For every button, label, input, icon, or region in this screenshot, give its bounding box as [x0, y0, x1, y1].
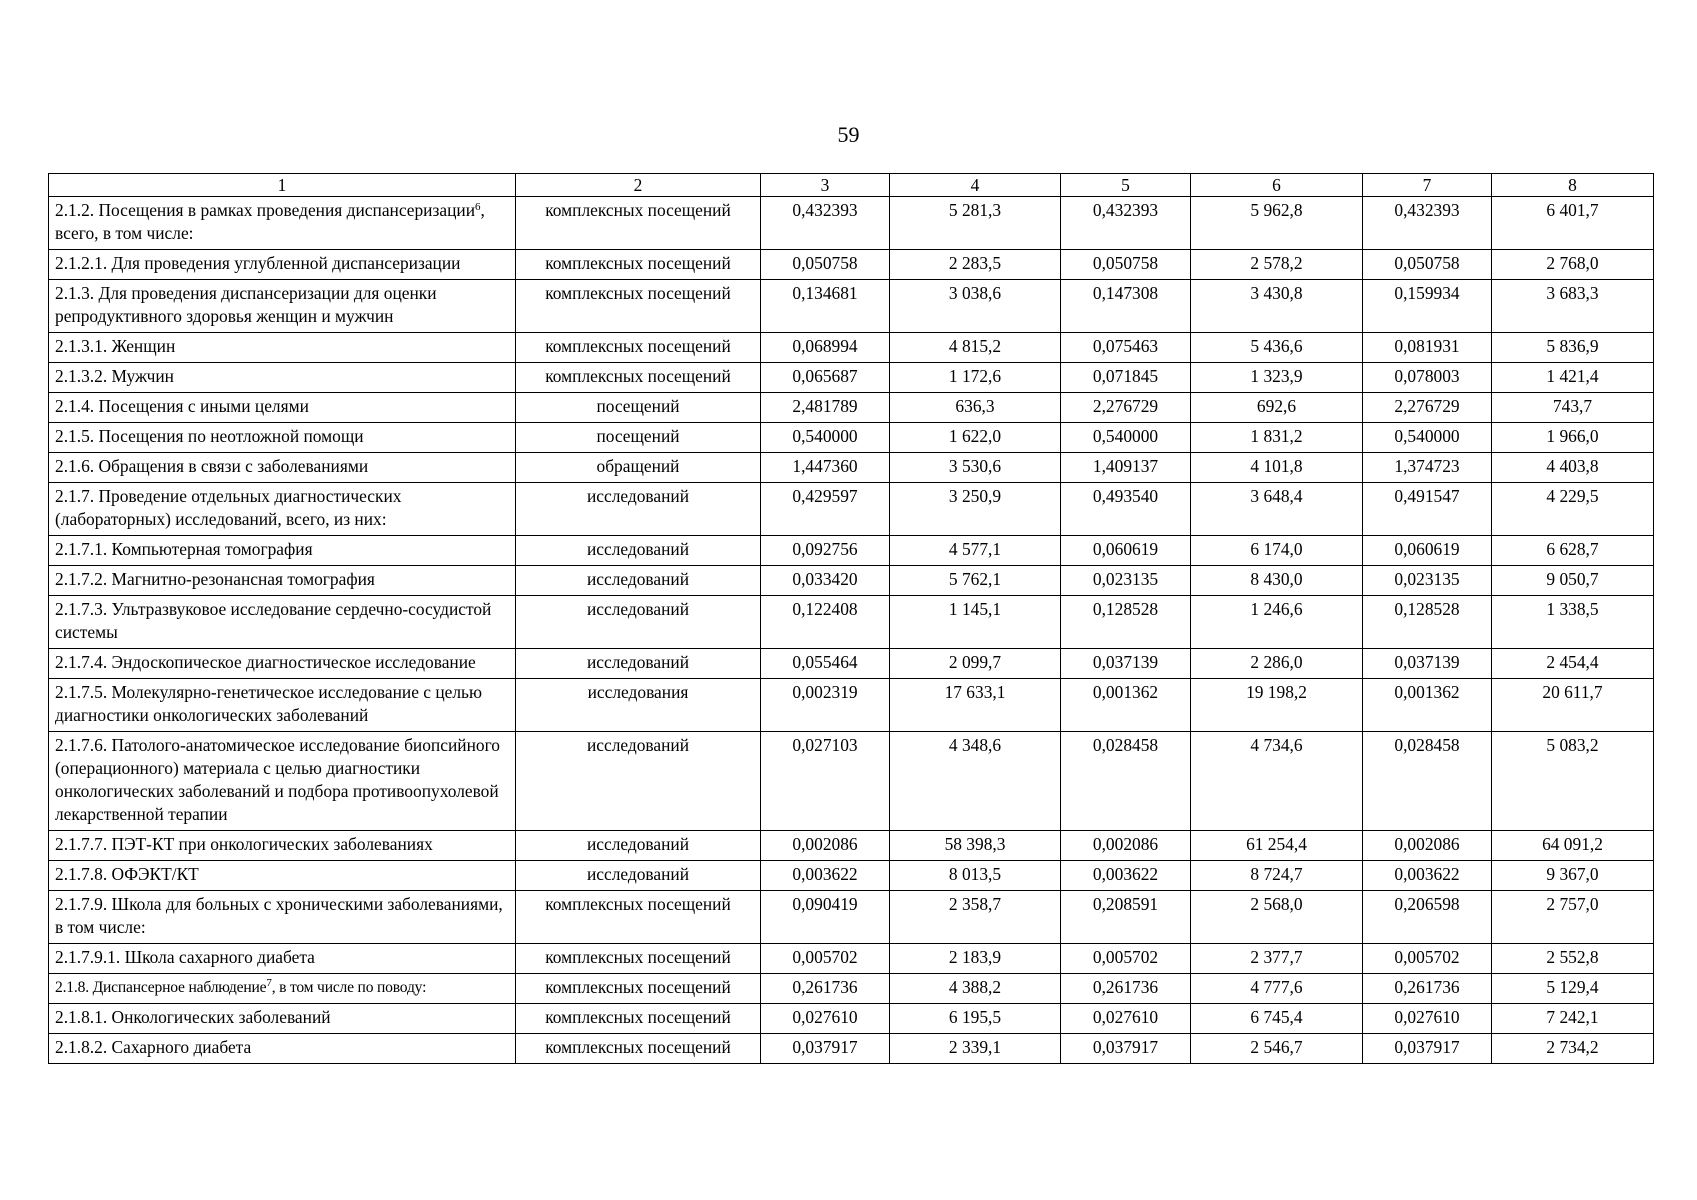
value-cell-v5: 2,276729	[1061, 393, 1191, 423]
value-cell-v7: 2,276729	[1363, 393, 1492, 423]
value-cell-v3: 0,429597	[761, 483, 890, 536]
row-name: 2.1.6. Обращения в связи с заболеваниями	[55, 456, 369, 476]
value-cell-v3: 0,090419	[761, 891, 890, 944]
value-cell-v4: 1 172,6	[890, 363, 1061, 393]
unit-cell: посещений	[516, 393, 761, 423]
table-row	[49, 197, 1654, 250]
unit-cell: комплексных посещений	[516, 944, 761, 974]
row-name: 2.1.7.8. ОФЭКТ/КТ	[55, 864, 199, 884]
value-cell-v4: 58 398,3	[890, 831, 1061, 861]
value-cell-v3: 0,037917	[761, 1034, 890, 1064]
unit-cell: посещений	[516, 423, 761, 453]
value-cell-v4: 8 013,5	[890, 861, 1061, 891]
value-cell-v5: 0,037917	[1061, 1034, 1191, 1064]
value-cell-v5: 0,003622	[1061, 861, 1191, 891]
value-cell-v7: 0,206598	[1363, 891, 1492, 944]
row-name-cell	[49, 250, 516, 280]
value-cell-v6: 2 286,0	[1191, 649, 1363, 679]
value-cell-v5: 0,027610	[1061, 1004, 1191, 1034]
value-cell-v7: 0,028458	[1363, 732, 1492, 831]
row-name-cell	[49, 280, 516, 333]
value-cell-v6: 6 174,0	[1191, 536, 1363, 566]
value-cell-v7: 0,023135	[1363, 566, 1492, 596]
value-cell-v3: 0,002086	[761, 831, 890, 861]
value-cell-v3: 0,027103	[761, 732, 890, 831]
value-cell-v5: 0,060619	[1061, 536, 1191, 566]
row-name: 2.1.8.2. Сахарного диабета	[55, 1037, 252, 1057]
value-cell-v3: 0,050758	[761, 250, 890, 280]
value-cell-v6: 2 578,2	[1191, 250, 1363, 280]
value-cell-v8: 6 628,7	[1492, 536, 1654, 566]
value-cell-v8: 64 091,2	[1492, 831, 1654, 861]
header-row	[49, 174, 1654, 197]
value-cell-v8: 9 050,7	[1492, 566, 1654, 596]
value-cell-v8: 20 611,7	[1492, 679, 1654, 732]
value-cell-v7: 0,002086	[1363, 831, 1492, 861]
row-name-cell	[49, 197, 516, 250]
value-cell-v4: 4 815,2	[890, 333, 1061, 363]
row-name: 2.1.7.9. Школа для больных с хроническими заболеваниями, в том числе:	[55, 894, 503, 937]
column-header: 4	[890, 174, 1061, 197]
table-row	[49, 280, 1654, 333]
value-cell-v8: 9 367,0	[1492, 861, 1654, 891]
unit-cell: исследований	[516, 536, 761, 566]
unit-cell: комплексных посещений	[516, 1034, 761, 1064]
table-row	[49, 453, 1654, 483]
value-cell-v6: 6 745,4	[1191, 1004, 1363, 1034]
value-cell-v5: 0,001362	[1061, 679, 1191, 732]
value-cell-v5: 0,147308	[1061, 280, 1191, 333]
value-cell-v4: 17 633,1	[890, 679, 1061, 732]
table-row	[49, 566, 1654, 596]
row-name: 2.1.2.1. Для проведения углубленной диспансеризации	[55, 253, 461, 273]
row-name: 2.1.7.2. Магнитно-резонансная томография	[55, 569, 375, 589]
table-row	[49, 1034, 1654, 1064]
value-cell-v7: 0,037917	[1363, 1034, 1492, 1064]
footnote-mark: 7	[266, 977, 272, 989]
value-cell-v6: 8 724,7	[1191, 861, 1363, 891]
unit-cell: исследования	[516, 679, 761, 732]
value-cell-v8: 5 129,4	[1492, 974, 1654, 1004]
table-row	[49, 831, 1654, 861]
column-header: 3	[761, 174, 890, 197]
value-cell-v3: 0,068994	[761, 333, 890, 363]
unit-cell: исследований	[516, 732, 761, 831]
value-cell-v5: 0,075463	[1061, 333, 1191, 363]
unit-cell: комплексных посещений	[516, 250, 761, 280]
value-cell-v7: 0,081931	[1363, 333, 1492, 363]
value-cell-v6: 5 436,6	[1191, 333, 1363, 363]
value-cell-v7: 0,078003	[1363, 363, 1492, 393]
row-name-cell	[49, 1034, 516, 1064]
value-cell-v8: 2 768,0	[1492, 250, 1654, 280]
value-cell-v7: 0,159934	[1363, 280, 1492, 333]
unit-cell: исследований	[516, 861, 761, 891]
row-name: 2.1.5. Посещения по неотложной помощи	[55, 426, 364, 446]
value-cell-v5: 1,409137	[1061, 453, 1191, 483]
table-row	[49, 393, 1654, 423]
row-name-cell	[49, 423, 516, 453]
value-cell-v3: 1,447360	[761, 453, 890, 483]
row-name: 2.1.7.6. Патолого-анатомическое исследование биопсийного (операционного) материала с целью диагностики онкологических заболеваний и подбора противоопухолевой лекарственной терапии	[55, 735, 500, 824]
value-cell-v6: 2 377,7	[1191, 944, 1363, 974]
value-cell-v3: 0,065687	[761, 363, 890, 393]
value-cell-v7: 1,374723	[1363, 453, 1492, 483]
value-cell-v3: 0,122408	[761, 596, 890, 649]
table-row	[49, 363, 1654, 393]
row-name-cell	[49, 333, 516, 363]
value-cell-v7: 0,261736	[1363, 974, 1492, 1004]
value-cell-v5: 0,002086	[1061, 831, 1191, 861]
row-name-cell	[49, 974, 516, 1004]
value-cell-v3: 0,055464	[761, 649, 890, 679]
value-cell-v6: 3 430,8	[1191, 280, 1363, 333]
row-name-cell	[49, 831, 516, 861]
value-cell-v5: 0,050758	[1061, 250, 1191, 280]
value-cell-v6: 4 101,8	[1191, 453, 1363, 483]
table-row	[49, 974, 1654, 1004]
unit-cell: комплексных посещений	[516, 280, 761, 333]
value-cell-v4: 2 358,7	[890, 891, 1061, 944]
row-name-cell	[49, 536, 516, 566]
unit-cell: исследований	[516, 831, 761, 861]
value-cell-v4: 4 388,2	[890, 974, 1061, 1004]
page-number: 59	[837, 122, 860, 147]
unit-cell: комплексных посещений	[516, 974, 761, 1004]
value-cell-v8: 2 454,4	[1492, 649, 1654, 679]
value-cell-v6: 19 198,2	[1191, 679, 1363, 732]
value-cell-v8: 4 403,8	[1492, 453, 1654, 483]
value-cell-v7: 0,060619	[1363, 536, 1492, 566]
value-cell-v6: 5 962,8	[1191, 197, 1363, 250]
value-cell-v5: 0,208591	[1061, 891, 1191, 944]
row-name: 2.1.7.1. Компьютерная томография	[55, 539, 313, 559]
table-row	[49, 423, 1654, 453]
value-cell-v4: 3 038,6	[890, 280, 1061, 333]
value-cell-v5: 0,261736	[1061, 974, 1191, 1004]
value-cell-v5: 0,005702	[1061, 944, 1191, 974]
column-header: 8	[1492, 174, 1654, 197]
value-cell-v4: 3 250,9	[890, 483, 1061, 536]
value-cell-v4: 1 145,1	[890, 596, 1061, 649]
value-cell-v3: 0,002319	[761, 679, 890, 732]
row-name-cell	[49, 649, 516, 679]
row-name: 2.1.3.1. Женщин	[55, 336, 176, 356]
table-row	[49, 891, 1654, 944]
value-cell-v3: 0,033420	[761, 566, 890, 596]
unit-cell: комплексных посещений	[516, 333, 761, 363]
table-row	[49, 333, 1654, 363]
row-name-cell	[49, 566, 516, 596]
value-cell-v6: 3 648,4	[1191, 483, 1363, 536]
value-cell-v3: 2,481789	[761, 393, 890, 423]
row-name-cell	[49, 393, 516, 423]
value-cell-v4: 2 183,9	[890, 944, 1061, 974]
value-cell-v5: 0,037139	[1061, 649, 1191, 679]
value-cell-v6: 4 777,6	[1191, 974, 1363, 1004]
table-row	[49, 649, 1654, 679]
value-cell-v8: 2 757,0	[1492, 891, 1654, 944]
row-name-cell	[49, 679, 516, 732]
value-cell-v7: 0,027610	[1363, 1004, 1492, 1034]
row-name-cell	[49, 891, 516, 944]
row-name: 2.1.8.1. Онкологических заболеваний	[55, 1007, 331, 1027]
row-name-cell	[49, 453, 516, 483]
row-name-cell	[49, 944, 516, 974]
value-cell-v5: 0,071845	[1061, 363, 1191, 393]
unit-cell: комплексных посещений	[516, 197, 761, 250]
value-cell-v6: 692,6	[1191, 393, 1363, 423]
tariff-table	[48, 173, 1654, 1064]
value-cell-v5: 0,432393	[1061, 197, 1191, 250]
column-header: 6	[1191, 174, 1363, 197]
value-cell-v4: 3 530,6	[890, 453, 1061, 483]
row-name: 2.1.2. Посещения в рамках проведения диспансеризации	[55, 200, 475, 220]
value-cell-v3: 0,003622	[761, 861, 890, 891]
value-cell-v7: 0,540000	[1363, 423, 1492, 453]
value-cell-v8: 2 552,8	[1492, 944, 1654, 974]
row-name: 2.1.3.2. Мужчин	[55, 366, 174, 386]
value-cell-v7: 0,491547	[1363, 483, 1492, 536]
row-name-cell	[49, 1004, 516, 1034]
column-header: 2	[516, 174, 761, 197]
table-row	[49, 483, 1654, 536]
value-cell-v3: 0,432393	[761, 197, 890, 250]
value-cell-v4: 4 577,1	[890, 536, 1061, 566]
value-cell-v7: 0,005702	[1363, 944, 1492, 974]
value-cell-v6: 1 246,6	[1191, 596, 1363, 649]
unit-cell: исследований	[516, 566, 761, 596]
value-cell-v8: 1 421,4	[1492, 363, 1654, 393]
table-row	[49, 944, 1654, 974]
row-name: 2.1.7.4. Эндоскопическое диагностическое исследование	[55, 652, 476, 672]
column-header: 7	[1363, 174, 1492, 197]
table-row	[49, 732, 1654, 831]
unit-cell: исследований	[516, 596, 761, 649]
row-name: 2.1.3. Для проведения диспансеризации для оценки репродуктивного здоровья женщин и мужчин	[55, 283, 437, 326]
value-cell-v3: 0,134681	[761, 280, 890, 333]
column-header: 5	[1061, 174, 1191, 197]
value-cell-v8: 5 083,2	[1492, 732, 1654, 831]
value-cell-v4: 4 348,6	[890, 732, 1061, 831]
value-cell-v5: 0,493540	[1061, 483, 1191, 536]
value-cell-v6: 61 254,4	[1191, 831, 1363, 861]
row-name-suffix: , в том числе по поводу:	[271, 979, 427, 996]
value-cell-v4: 6 195,5	[890, 1004, 1061, 1034]
value-cell-v7: 0,037139	[1363, 649, 1492, 679]
unit-cell: исследований	[516, 483, 761, 536]
row-name: 2.1.7.3. Ультразвуковое исследование сердечно-сосудистой системы	[55, 599, 492, 642]
value-cell-v7: 0,003622	[1363, 861, 1492, 891]
table-body	[49, 197, 1654, 1064]
value-cell-v3: 0,092756	[761, 536, 890, 566]
value-cell-v3: 0,027610	[761, 1004, 890, 1034]
row-name-cell	[49, 732, 516, 831]
value-cell-v3: 0,540000	[761, 423, 890, 453]
table-row	[49, 250, 1654, 280]
value-cell-v5: 0,028458	[1061, 732, 1191, 831]
table-row	[49, 536, 1654, 566]
row-name: 2.1.7.7. ПЭТ-КТ при онкологических заболеваниях	[55, 834, 433, 854]
value-cell-v8: 1 338,5	[1492, 596, 1654, 649]
value-cell-v8: 3 683,3	[1492, 280, 1654, 333]
value-cell-v5: 0,023135	[1061, 566, 1191, 596]
value-cell-v7: 0,432393	[1363, 197, 1492, 250]
table-row	[49, 861, 1654, 891]
value-cell-v5: 0,128528	[1061, 596, 1191, 649]
unit-cell: обращений	[516, 453, 761, 483]
value-cell-v5: 0,540000	[1061, 423, 1191, 453]
value-cell-v7: 0,050758	[1363, 250, 1492, 280]
value-cell-v6: 8 430,0	[1191, 566, 1363, 596]
value-cell-v6: 1 323,9	[1191, 363, 1363, 393]
value-cell-v7: 0,128528	[1363, 596, 1492, 649]
value-cell-v3: 0,005702	[761, 944, 890, 974]
row-name-cell	[49, 483, 516, 536]
value-cell-v4: 636,3	[890, 393, 1061, 423]
value-cell-v8: 5 836,9	[1492, 333, 1654, 363]
value-cell-v3: 0,261736	[761, 974, 890, 1004]
row-name-suffix: , всего, в том числе:	[55, 200, 485, 243]
value-cell-v6: 2 546,7	[1191, 1034, 1363, 1064]
value-cell-v4: 5 281,3	[890, 197, 1061, 250]
value-cell-v6: 1 831,2	[1191, 423, 1363, 453]
row-name-cell	[49, 363, 516, 393]
value-cell-v8: 743,7	[1492, 393, 1654, 423]
value-cell-v8: 1 966,0	[1492, 423, 1654, 453]
unit-cell: комплексных посещений	[516, 363, 761, 393]
value-cell-v4: 2 339,1	[890, 1034, 1061, 1064]
value-cell-v4: 5 762,1	[890, 566, 1061, 596]
row-name-cell	[49, 596, 516, 649]
table-row	[49, 1004, 1654, 1034]
footnote-mark: 6	[475, 201, 481, 213]
row-name-cell	[49, 861, 516, 891]
value-cell-v4: 1 622,0	[890, 423, 1061, 453]
table-row	[49, 679, 1654, 732]
unit-cell: комплексных посещений	[516, 1004, 761, 1034]
value-cell-v8: 6 401,7	[1492, 197, 1654, 250]
value-cell-v4: 2 099,7	[890, 649, 1061, 679]
value-cell-v8: 2 734,2	[1492, 1034, 1654, 1064]
unit-cell: комплексных посещений	[516, 891, 761, 944]
row-name: 2.1.7. Проведение отдельных диагностических (лабораторных) исследований, всего, из них:	[55, 486, 402, 529]
value-cell-v4: 2 283,5	[890, 250, 1061, 280]
value-cell-v6: 2 568,0	[1191, 891, 1363, 944]
row-name: 2.1.7.5. Молекулярно-генетическое исследование с целью диагностики онкологических заболеваний	[55, 682, 482, 725]
value-cell-v7: 0,001362	[1363, 679, 1492, 732]
value-cell-v6: 4 734,6	[1191, 732, 1363, 831]
unit-cell: исследований	[516, 649, 761, 679]
row-name: 2.1.8. Диспансерное наблюдение	[55, 979, 267, 996]
column-header: 1	[49, 174, 516, 197]
row-name: 2.1.7.9.1. Школа сахарного диабета	[55, 947, 315, 967]
row-name: 2.1.4. Посещения с иными целями	[55, 396, 309, 416]
value-cell-v8: 4 229,5	[1492, 483, 1654, 536]
value-cell-v8: 7 242,1	[1492, 1004, 1654, 1034]
table-row	[49, 596, 1654, 649]
